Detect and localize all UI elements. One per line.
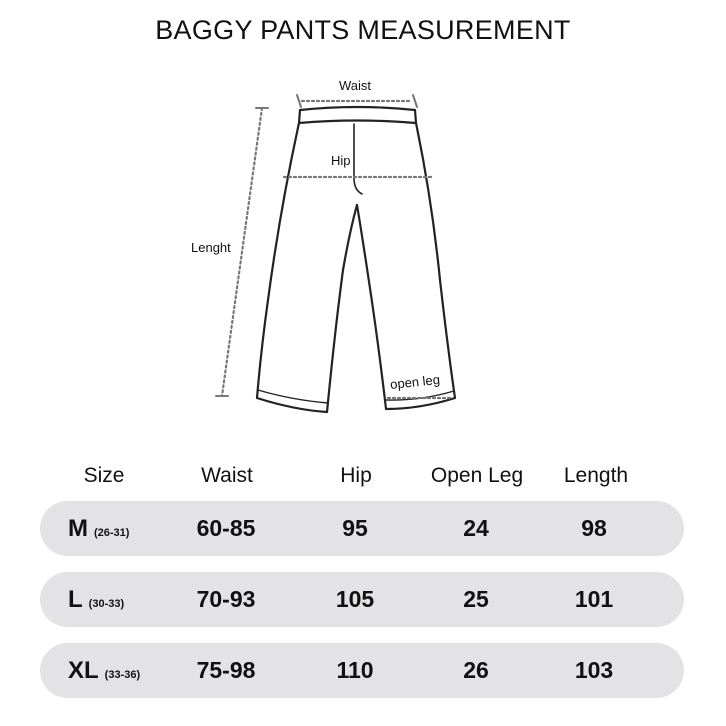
hip-value: 95	[342, 515, 368, 541]
table-row	[40, 501, 684, 556]
size-cell	[68, 643, 140, 698]
measurement-end-marks	[216, 95, 417, 396]
measurement-lines	[222, 101, 452, 398]
size-label: L	[68, 586, 83, 613]
header-length: Length	[563, 464, 629, 487]
size-label: M	[68, 515, 88, 542]
pants-outline	[257, 107, 455, 412]
length-value: 101	[574, 586, 614, 612]
length-label: Lenght	[191, 240, 231, 255]
open-leg-value: 26	[463, 657, 489, 683]
waist-value: 75-98	[196, 657, 256, 683]
table-row	[40, 643, 684, 698]
waist-label: Waist	[339, 78, 372, 93]
header-size: Size	[83, 464, 125, 487]
header-waist: Waist	[201, 464, 253, 487]
size-cell	[68, 572, 124, 627]
open-leg-label: open leg	[389, 371, 441, 392]
waist-value: 70-93	[196, 586, 256, 612]
hip-label: Hip	[331, 153, 351, 168]
open-leg-value: 24	[463, 515, 489, 541]
hip-value: 110	[336, 657, 374, 683]
length-value: 103	[574, 657, 614, 683]
waist-value: 60-85	[196, 515, 256, 541]
size-range: (26-31)	[94, 527, 130, 539]
size-range: (33-36)	[104, 669, 141, 681]
hip-value: 105	[335, 586, 375, 612]
size-label: XL	[68, 657, 99, 684]
size-range: (30-33)	[88, 598, 125, 610]
header-open-leg: Open Leg	[430, 464, 524, 487]
page-title: BAGGY PANTS MEASUREMENT	[155, 15, 571, 45]
open-leg-value: 25	[463, 586, 489, 612]
length-value: 98	[581, 515, 607, 541]
header-hip: Hip	[340, 464, 372, 487]
table-row	[40, 572, 684, 627]
size-cell	[68, 501, 129, 556]
